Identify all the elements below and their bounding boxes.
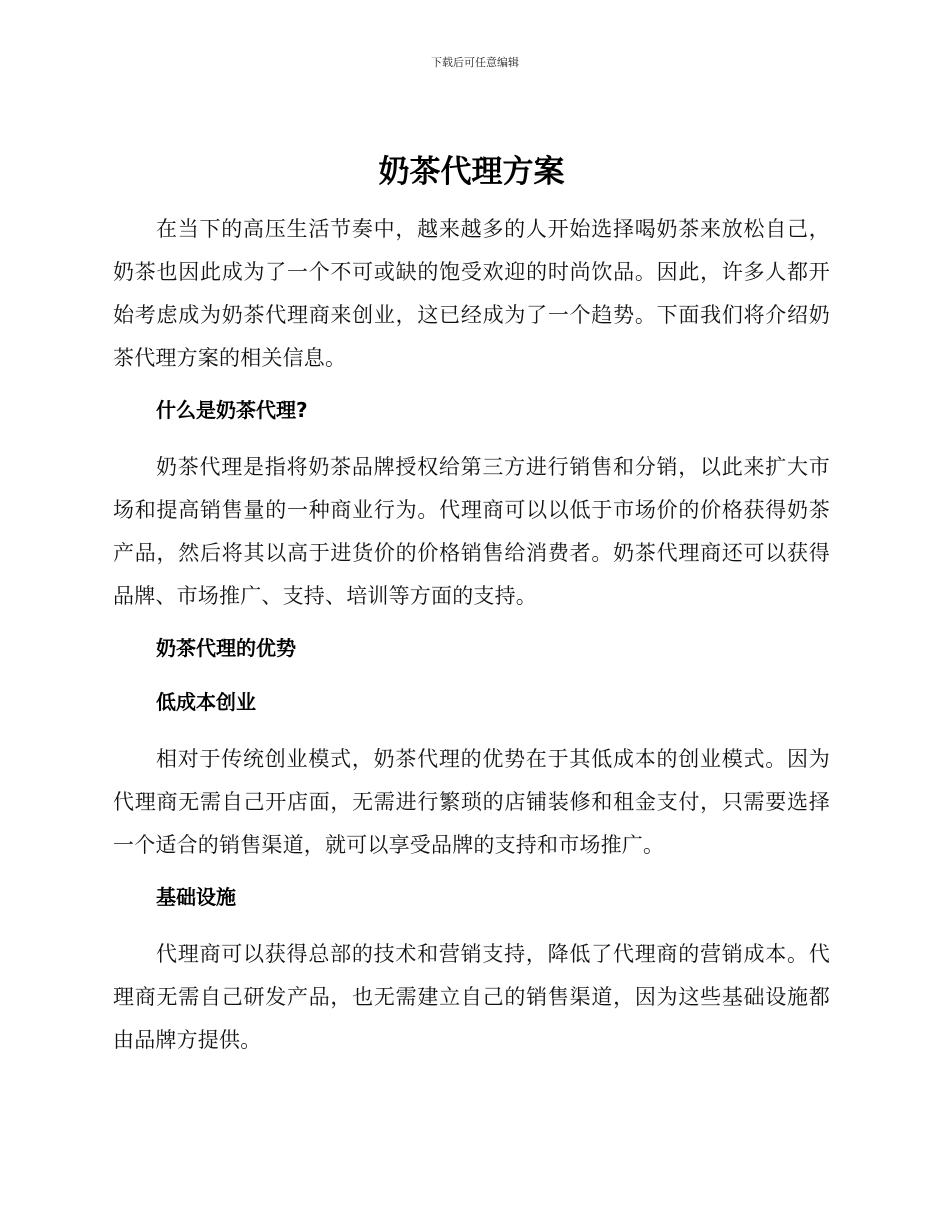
paragraph-infrastructure: 代理商可以获得总部的技术和营销支持，降低了代理商的营销成本。代理商无需自己研发产品，也无需建立自己的销售渠道，因为这些基础设施都由品牌方提供。 [113, 942, 830, 1052]
paragraph-low-cost: 相对于传统创业模式，奶茶代理的优势在于其低成本的创业模式。因为代理商无需自己开店面，无需进行繁琐的店铺装修和租金支付，只需要选择一个适合的销售渠道，就可以享受品牌的支持和市场推广。 [113, 747, 830, 857]
paragraph-intro: 在当下的高压生活节奏中，越来越多的人开始选择喝奶茶来放松自己，奶茶也因此成为了一个不可或缺的饱受欢迎的时尚饮品。因此，许多人都开始考虑成为奶茶代理商来创业，这已经成为了一个趋势。下面我们将介绍奶茶代理方案的相关信息。 [113, 217, 830, 370]
heading-low-cost: 低成本创业 [156, 690, 256, 714]
heading-what-is-agency: 什么是奶茶代理? [156, 398, 308, 422]
document-title: 奶茶代理方案 [378, 154, 565, 190]
heading-infrastructure: 基础设施 [156, 885, 236, 909]
header-note: 下载后可任意编辑 [431, 56, 519, 69]
document-body [113, 148, 830, 1074]
heading-advantages: 奶茶代理的优势 [156, 636, 296, 660]
paragraph-agency-definition: 奶茶代理是指将奶茶品牌授权给第三方进行销售和分销，以此来扩大市场和提高销售量的一种商业行为。代理商可以以低于市场价的价格获得奶茶产品，然后将其以高于进货价的价格销售给消费者。奶茶代理商还可以获得品牌、市场推广、支持、培训等方面的支持。 [113, 455, 830, 608]
